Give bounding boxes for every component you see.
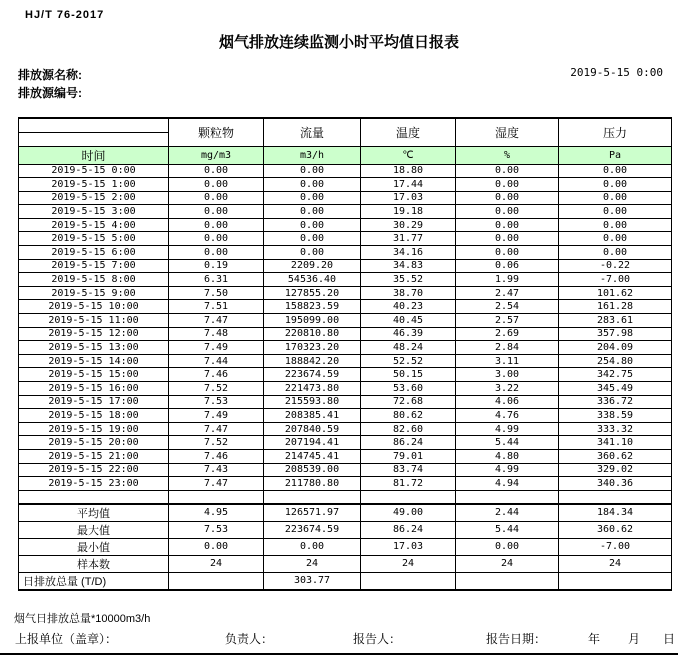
cell-value: 211780.80: [264, 477, 361, 491]
data-row-label: 2019-5-15 13:00: [19, 341, 169, 355]
time-column-label: 时间: [19, 146, 169, 164]
cell-value: 0.00: [264, 164, 361, 178]
cell-value: 40.45: [361, 314, 456, 328]
cell-value: 223674.59: [264, 521, 361, 538]
cell-value: 0.00: [169, 246, 264, 260]
data-row-label: 2019-5-15 10:00: [19, 300, 169, 314]
data-row: [19, 382, 672, 396]
cell-value: 7.47: [169, 477, 264, 491]
cell-value: [361, 490, 456, 504]
cell-value: 0.00: [456, 205, 559, 219]
cell-value: [169, 490, 264, 504]
cell-value: 7.52: [169, 436, 264, 450]
cell-value: 7.53: [169, 521, 264, 538]
cell-value: 5.44: [456, 436, 559, 450]
report-unit-label: 上报单位（盖章）：: [15, 632, 118, 646]
cell-value: [361, 572, 456, 590]
cell-value: 0.00: [456, 164, 559, 178]
cell-value: 341.10: [559, 436, 672, 450]
cell-value: 0.00: [169, 232, 264, 246]
data-row: [19, 259, 672, 273]
cell-value: 35.52: [361, 273, 456, 287]
cell-value: 283.61: [559, 314, 672, 328]
data-row: [19, 449, 672, 463]
cell-value: 0.00: [169, 191, 264, 205]
cell-value: 79.01: [361, 449, 456, 463]
unit-row: [19, 146, 672, 164]
cell-value: 50.15: [361, 368, 456, 382]
cell-value: 127855.20: [264, 286, 361, 300]
cell-value: 0.00: [456, 218, 559, 232]
unit-flow: m3/h: [264, 146, 361, 164]
data-row: [19, 286, 672, 300]
summary-row: [19, 504, 672, 522]
cell-value: 0.00: [456, 232, 559, 246]
cell-value: 40.23: [361, 300, 456, 314]
data-row-label: 2019-5-15 6:00: [19, 246, 169, 260]
cell-value: 7.49: [169, 341, 264, 355]
cell-value: 207840.59: [264, 422, 361, 436]
cell-value: 30.29: [361, 218, 456, 232]
data-row-label: 2019-5-15 21:00: [19, 449, 169, 463]
spacer-row-label: [19, 490, 169, 504]
cell-value: 4.99: [456, 463, 559, 477]
data-row: [19, 422, 672, 436]
cell-value: 214745.41: [264, 449, 361, 463]
cell-value: -7.00: [559, 538, 672, 555]
cell-value: 3.11: [456, 354, 559, 368]
data-row-label: 2019-5-15 23:00: [19, 477, 169, 491]
standard-number: HJ/T 76-2017: [25, 9, 105, 21]
summary-row-label: 日排放总量 (T/D): [19, 572, 169, 590]
cell-value: 254.80: [559, 354, 672, 368]
report-date-label: 报告日期：: [486, 632, 547, 646]
cell-value: 80.62: [361, 409, 456, 423]
cell-value: 53.60: [361, 382, 456, 396]
cell-value: 82.60: [361, 422, 456, 436]
cell-value: 338.59: [559, 409, 672, 423]
data-row: [19, 191, 672, 205]
cell-value: 0.00: [456, 178, 559, 192]
data-row: [19, 205, 672, 219]
column-header-flow: 流量: [264, 118, 361, 146]
cell-value: 0.00: [559, 178, 672, 192]
page-title: 烟气排放连续监测小时平均值日报表: [218, 34, 459, 51]
cell-value: [264, 490, 361, 504]
cell-value: 17.03: [361, 191, 456, 205]
cell-value: 223674.59: [264, 368, 361, 382]
cell-value: 357.98: [559, 327, 672, 341]
unit-temperature: ℃: [361, 146, 456, 164]
cell-value: 0.00: [559, 164, 672, 178]
cell-value: 333.32: [559, 422, 672, 436]
data-row: [19, 314, 672, 328]
cell-value: 3.00: [456, 368, 559, 382]
cell-value: 0.00: [169, 205, 264, 219]
data-row-label: 2019-5-15 14:00: [19, 354, 169, 368]
cell-value: 2.69: [456, 327, 559, 341]
data-row: [19, 164, 672, 178]
summary-row-label: 平均值: [19, 504, 169, 522]
cell-value: 1.99: [456, 273, 559, 287]
cell-value: 170323.20: [264, 341, 361, 355]
source-id-label: 排放源编号:: [18, 86, 82, 100]
cell-value: 81.72: [361, 477, 456, 491]
column-header-pressure: 压力: [559, 118, 672, 146]
cell-value: 17.44: [361, 178, 456, 192]
cell-value: 0.00: [264, 178, 361, 192]
year-label: 年: [588, 632, 601, 646]
cell-value: 360.62: [559, 449, 672, 463]
cell-value: 0.00: [559, 246, 672, 260]
data-row-label: 2019-5-15 4:00: [19, 218, 169, 232]
cell-value: 0.00: [559, 218, 672, 232]
cell-value: 6.31: [169, 273, 264, 287]
data-row-label: 2019-5-15 3:00: [19, 205, 169, 219]
summary-row: [19, 521, 672, 538]
responsible-person-label: 负责人：: [225, 632, 274, 646]
cell-value: 0.00: [169, 218, 264, 232]
data-row: [19, 273, 672, 287]
cell-value: 7.49: [169, 409, 264, 423]
cell-value: 336.72: [559, 395, 672, 409]
cell-value: 24: [559, 555, 672, 572]
data-row-label: 2019-5-15 12:00: [19, 327, 169, 341]
column-header-humidity: 湿度: [456, 118, 559, 146]
cell-value: 158823.59: [264, 300, 361, 314]
cell-value: 24: [169, 555, 264, 572]
data-row: [19, 218, 672, 232]
cell-value: 101.62: [559, 286, 672, 300]
cell-value: 329.02: [559, 463, 672, 477]
cell-value: 0.00: [264, 538, 361, 555]
table-data-rows: [19, 164, 672, 504]
unit-particulate: mg/m3: [169, 146, 264, 164]
day-label: 日: [663, 632, 676, 646]
source-name-label: 排放源名称:: [18, 68, 82, 82]
cell-value: 342.75: [559, 368, 672, 382]
summary-row: [19, 572, 672, 590]
cell-value: 2.54: [456, 300, 559, 314]
header-row: [19, 118, 672, 146]
corner-cell: [19, 118, 169, 146]
summary-row-label: 样本数: [19, 555, 169, 572]
cell-value: 38.70: [361, 286, 456, 300]
cell-value: 86.24: [361, 521, 456, 538]
cell-value: 2.84: [456, 341, 559, 355]
cell-value: 7.53: [169, 395, 264, 409]
cell-value: 207194.41: [264, 436, 361, 450]
data-row-label: 2019-5-15 11:00: [19, 314, 169, 328]
cell-value: 0.00: [169, 538, 264, 555]
cell-value: 0.00: [456, 246, 559, 260]
unit-pressure: Pa: [559, 146, 672, 164]
summary-row-label: 最大值: [19, 521, 169, 538]
cell-value: 7.47: [169, 422, 264, 436]
cell-value: 52.52: [361, 354, 456, 368]
month-label: 月: [628, 632, 641, 646]
cell-value: 2209.20: [264, 259, 361, 273]
data-row-label: 2019-5-15 5:00: [19, 232, 169, 246]
cell-value: [456, 572, 559, 590]
cell-value: 161.28: [559, 300, 672, 314]
cell-value: 18.80: [361, 164, 456, 178]
cell-value: 7.47: [169, 314, 264, 328]
cell-value: 221473.80: [264, 382, 361, 396]
cell-value: 7.46: [169, 368, 264, 382]
cell-value: 4.99: [456, 422, 559, 436]
cell-value: 83.74: [361, 463, 456, 477]
cell-value: 0.00: [264, 218, 361, 232]
column-header-temperature: 温度: [361, 118, 456, 146]
cell-value: 17.03: [361, 538, 456, 555]
data-row-label: 2019-5-15 2:00: [19, 191, 169, 205]
cell-value: 72.68: [361, 395, 456, 409]
data-row-label: 2019-5-15 1:00: [19, 178, 169, 192]
reporter-label: 报告人：: [353, 632, 402, 646]
data-row: [19, 327, 672, 341]
column-header-particulate: 颗粒物: [169, 118, 264, 146]
cell-value: 49.00: [361, 504, 456, 522]
cell-value: 24: [264, 555, 361, 572]
data-row: [19, 246, 672, 260]
cell-value: 0.00: [169, 164, 264, 178]
cell-value: -7.00: [559, 273, 672, 287]
cell-value: 0.00: [264, 205, 361, 219]
cell-value: 208385.41: [264, 409, 361, 423]
total-emission-note: 烟气日排放总量*10000m3/h: [14, 613, 151, 625]
bottom-rule: [0, 653, 678, 655]
unit-humidity: %: [456, 146, 559, 164]
cell-value: 7.48: [169, 327, 264, 341]
data-row-label: 2019-5-15 18:00: [19, 409, 169, 423]
cell-value: 19.18: [361, 205, 456, 219]
data-row: [19, 395, 672, 409]
data-row: [19, 341, 672, 355]
data-row: [19, 463, 672, 477]
cell-value: [559, 490, 672, 504]
cell-value: 34.16: [361, 246, 456, 260]
data-row: [19, 354, 672, 368]
summary-row: [19, 538, 672, 555]
cell-value: 0.00: [264, 232, 361, 246]
signature-row: [0, 630, 678, 646]
cell-value: [559, 572, 672, 590]
data-row: [19, 300, 672, 314]
cell-value: 86.24: [361, 436, 456, 450]
data-row-label: 2019-5-15 7:00: [19, 259, 169, 273]
cell-value: 2.44: [456, 504, 559, 522]
cell-value: 184.34: [559, 504, 672, 522]
data-row-label: 2019-5-15 15:00: [19, 368, 169, 382]
cell-value: 345.49: [559, 382, 672, 396]
cell-value: 7.46: [169, 449, 264, 463]
cell-value: 4.80: [456, 449, 559, 463]
data-row-label: 2019-5-15 9:00: [19, 286, 169, 300]
cell-value: 7.51: [169, 300, 264, 314]
cell-value: 0.00: [559, 232, 672, 246]
cell-value: 5.44: [456, 521, 559, 538]
spacer-row: [19, 490, 672, 504]
cell-value: 303.77: [264, 572, 361, 590]
cell-value: 3.22: [456, 382, 559, 396]
cell-value: 4.76: [456, 409, 559, 423]
cell-value: 0.00: [456, 538, 559, 555]
cell-value: 7.44: [169, 354, 264, 368]
report-datetime: 2019-5-15 0:00: [570, 66, 663, 79]
cell-value: 0.06: [456, 259, 559, 273]
cell-value: 215593.80: [264, 395, 361, 409]
cell-value: 0.00: [559, 205, 672, 219]
cell-value: 2.57: [456, 314, 559, 328]
cell-value: -0.22: [559, 259, 672, 273]
cell-value: 4.95: [169, 504, 264, 522]
cell-value: 0.19: [169, 259, 264, 273]
cell-value: 7.50: [169, 286, 264, 300]
cell-value: 360.62: [559, 521, 672, 538]
cell-value: 24: [456, 555, 559, 572]
data-row-label: 2019-5-15 17:00: [19, 395, 169, 409]
cell-value: 48.24: [361, 341, 456, 355]
cell-value: 7.43: [169, 463, 264, 477]
data-row: [19, 477, 672, 491]
table-header: [19, 118, 672, 164]
cell-value: 0.00: [264, 246, 361, 260]
data-row-label: 2019-5-15 16:00: [19, 382, 169, 396]
cell-value: 188842.20: [264, 354, 361, 368]
cell-value: 195099.00: [264, 314, 361, 328]
cell-value: 0.00: [169, 178, 264, 192]
summary-row: [19, 555, 672, 572]
data-row-label: 2019-5-15 0:00: [19, 164, 169, 178]
data-row: [19, 178, 672, 192]
data-row-label: 2019-5-15 22:00: [19, 463, 169, 477]
data-row: [19, 368, 672, 382]
cell-value: 24: [361, 555, 456, 572]
cell-value: 0.00: [264, 191, 361, 205]
corner-divider-line: [19, 132, 168, 133]
cell-value: 4.94: [456, 477, 559, 491]
cell-value: 2.47: [456, 286, 559, 300]
data-row: [19, 436, 672, 450]
cell-value: 4.06: [456, 395, 559, 409]
table-summary-rows: [19, 504, 672, 590]
data-row: [19, 409, 672, 423]
data-row-label: 2019-5-15 8:00: [19, 273, 169, 287]
cell-value: 34.83: [361, 259, 456, 273]
cell-value: 340.36: [559, 477, 672, 491]
cell-value: [169, 572, 264, 590]
cell-value: 220810.80: [264, 327, 361, 341]
cell-value: 31.77: [361, 232, 456, 246]
report-table: [18, 117, 672, 591]
cell-value: 7.52: [169, 382, 264, 396]
cell-value: 208539.00: [264, 463, 361, 477]
summary-row-label: 最小值: [19, 538, 169, 555]
data-row: [19, 232, 672, 246]
cell-value: 204.09: [559, 341, 672, 355]
cell-value: 46.39: [361, 327, 456, 341]
cell-value: 0.00: [456, 191, 559, 205]
data-row-label: 2019-5-15 19:00: [19, 422, 169, 436]
data-row-label: 2019-5-15 20:00: [19, 436, 169, 450]
cell-value: 126571.97: [264, 504, 361, 522]
cell-value: [456, 490, 559, 504]
cell-value: 54536.40: [264, 273, 361, 287]
report-table-container: [18, 117, 672, 591]
cell-value: 0.00: [559, 191, 672, 205]
